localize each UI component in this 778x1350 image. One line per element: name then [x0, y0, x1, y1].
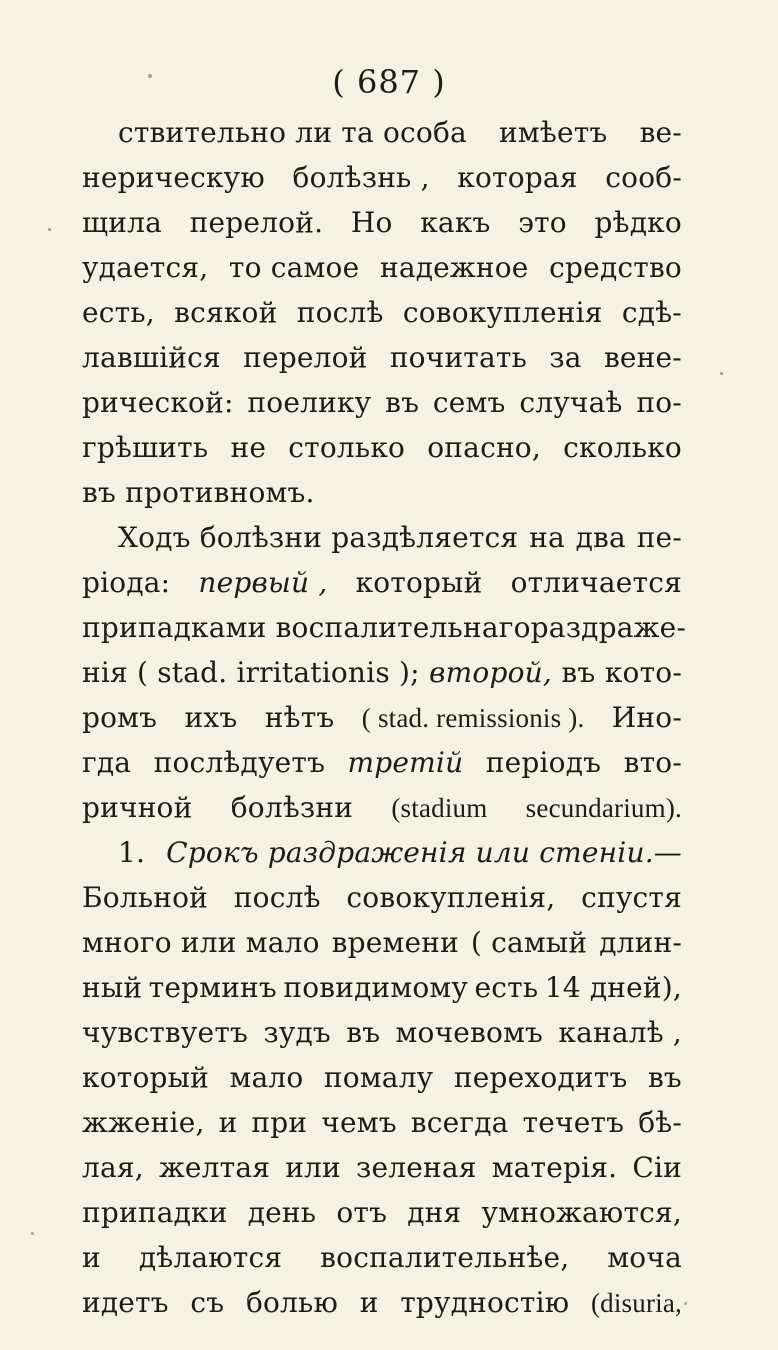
- word: болѣзнь ,: [292, 161, 430, 194]
- word: болью: [245, 1286, 339, 1319]
- word: гда: [82, 746, 132, 779]
- word: (disuria,: [590, 1288, 682, 1318]
- word: терминъ: [148, 971, 277, 1004]
- word: грѣшить: [82, 431, 209, 464]
- word: дѣлаются: [138, 1241, 283, 1274]
- word: по-: [636, 386, 682, 419]
- word: лавшійся: [82, 341, 221, 374]
- word: есть,: [82, 296, 155, 329]
- word: secundarium).: [525, 793, 682, 823]
- word: и: [218, 1106, 238, 1139]
- word: въ: [647, 1061, 682, 1094]
- word: при: [251, 1106, 308, 1139]
- word: Ино-: [611, 701, 682, 734]
- print-speck: [684, 1302, 687, 1305]
- word: повидимому: [283, 971, 469, 1004]
- word: совокупленія,: [346, 881, 556, 914]
- text-line: [82, 740, 682, 785]
- word: чувствуетъ: [82, 1016, 249, 1049]
- word: 1.: [118, 836, 146, 869]
- word: ствительно ли та особа: [118, 116, 467, 149]
- word: кото-: [604, 656, 682, 689]
- word: средство: [549, 251, 682, 284]
- word: есть: [474, 971, 539, 1004]
- text-line: [82, 470, 682, 515]
- word: мочевомъ: [395, 1016, 544, 1049]
- word: и: [82, 1241, 101, 1274]
- word: жженіе,: [82, 1106, 205, 1139]
- paragraph: [82, 110, 682, 515]
- word: нія ( stad. irritationis );: [82, 656, 420, 689]
- text-line: [82, 650, 682, 695]
- word: ромъ: [82, 701, 158, 734]
- word: вене-: [603, 341, 682, 374]
- word: ріода:: [82, 566, 171, 599]
- word: времени: [331, 926, 459, 959]
- text-line: [82, 290, 682, 335]
- word: Ходъ болѣзни раздѣляется: [118, 521, 519, 554]
- word: на: [529, 521, 565, 554]
- word: нѣтъ: [264, 701, 335, 734]
- word: который: [82, 1061, 209, 1094]
- text-line: [82, 1280, 682, 1325]
- page-number: ( 687 ): [332, 63, 446, 101]
- word: отличается: [510, 566, 682, 599]
- word: матерія.: [491, 1151, 618, 1184]
- word: раздраже-: [530, 611, 687, 644]
- italic-term: второй,: [429, 656, 552, 689]
- word: надежное: [379, 251, 529, 284]
- word: течетъ: [522, 1106, 625, 1139]
- word: (stadium: [391, 793, 488, 823]
- text-line: [82, 875, 682, 920]
- text-line: [82, 155, 682, 200]
- word: 14 дней),: [544, 971, 682, 1004]
- italic-term: Срокъ раздраженія или стеніи.—: [166, 836, 682, 869]
- word: почитать: [389, 341, 528, 374]
- word: вто-: [623, 746, 682, 779]
- word: опасно,: [427, 431, 541, 464]
- word: ( самый: [470, 926, 588, 959]
- word: два: [575, 521, 626, 554]
- word: моча: [607, 1241, 682, 1274]
- word: поелику: [247, 386, 372, 419]
- word: Сіи: [632, 1151, 682, 1184]
- word: отъ: [336, 1196, 388, 1229]
- word: сдѣ-: [621, 296, 682, 329]
- word: зеленая: [355, 1151, 477, 1184]
- word: съ: [190, 1286, 225, 1319]
- text-line: [82, 425, 682, 470]
- word: за: [549, 341, 582, 374]
- word: день: [247, 1196, 317, 1229]
- word: желтая: [158, 1151, 271, 1184]
- text-line: [82, 1010, 682, 1055]
- text-body: [82, 110, 687, 1325]
- word: бѣ-: [638, 1106, 682, 1139]
- word: и: [359, 1286, 379, 1319]
- word: въ: [561, 656, 596, 689]
- word: въ противномъ.: [82, 476, 315, 509]
- word: припадками воспалительнаго: [82, 611, 531, 644]
- word: ричной: [82, 791, 193, 824]
- text-line: [82, 200, 682, 245]
- text-line: [82, 785, 682, 830]
- word: всегда: [410, 1106, 509, 1139]
- word: дня: [407, 1196, 462, 1229]
- word: періодъ: [485, 746, 602, 779]
- text-line: [82, 830, 682, 875]
- word: сколько: [563, 431, 682, 464]
- print-speck: [48, 228, 51, 231]
- text-line: [82, 965, 682, 1010]
- word: совокупленія: [402, 296, 603, 329]
- text-line: [82, 1055, 682, 1100]
- word: Больной: [82, 881, 209, 914]
- text-line: [82, 560, 682, 605]
- word: длин-: [599, 926, 682, 959]
- text-line: [82, 920, 682, 965]
- word: Но: [350, 206, 393, 239]
- text-line: [82, 515, 682, 560]
- word: перелой: [243, 341, 368, 374]
- text-line: [82, 1235, 682, 1280]
- paragraph: [82, 515, 687, 830]
- word: припадки: [82, 1196, 228, 1229]
- word: чемъ: [321, 1106, 397, 1139]
- word: семъ: [432, 386, 506, 419]
- word: всякой: [174, 296, 278, 329]
- word: въ: [385, 386, 420, 419]
- word: ихъ: [184, 701, 238, 734]
- paragraph: [82, 830, 682, 1325]
- word: это: [518, 206, 567, 239]
- text-line: [82, 1190, 682, 1235]
- word: или: [285, 1151, 341, 1184]
- print-speck: [31, 1232, 34, 1235]
- word: въ: [346, 1016, 381, 1049]
- italic-term: третій: [347, 746, 464, 779]
- word: щила: [82, 206, 162, 239]
- word: перелой.: [189, 206, 324, 239]
- word: спустя: [581, 881, 682, 914]
- word: мало: [229, 1061, 304, 1094]
- word: переходитъ: [453, 1061, 628, 1094]
- word: удается,: [82, 251, 209, 284]
- word: помалу: [323, 1061, 434, 1094]
- word: много или мало: [82, 926, 320, 959]
- word: рической:: [82, 386, 234, 419]
- word: который: [355, 566, 483, 599]
- word: ( stad. remissionis ).: [361, 703, 585, 733]
- word: имѣетъ: [499, 116, 608, 149]
- print-speck: [720, 372, 723, 375]
- word: зудъ: [263, 1016, 331, 1049]
- word: ве-: [639, 116, 682, 149]
- word: столько: [288, 431, 406, 464]
- word: болѣзни: [230, 791, 354, 824]
- text-line: [82, 695, 682, 740]
- word: ный: [82, 971, 143, 1004]
- text-line: [82, 110, 682, 155]
- word: умножаются,: [481, 1196, 682, 1229]
- word: которая: [457, 161, 578, 194]
- text-line: [82, 380, 682, 425]
- word: нерическую: [82, 161, 265, 194]
- text-line: [82, 1100, 682, 1145]
- word: пе-: [636, 521, 682, 554]
- word: воспалительнѣе,: [320, 1241, 570, 1274]
- word: не: [230, 431, 267, 464]
- word: каналѣ ,: [558, 1016, 682, 1049]
- word: послѣ: [296, 296, 384, 329]
- word: трудностію: [400, 1286, 570, 1319]
- word: случаѣ: [519, 386, 623, 419]
- word: идетъ: [82, 1286, 169, 1319]
- word: то самое: [228, 251, 360, 284]
- word: лая,: [82, 1151, 144, 1184]
- word: сооб-: [605, 161, 682, 194]
- print-speck: [148, 74, 152, 78]
- text-line: [82, 335, 682, 380]
- word: какъ: [420, 206, 491, 239]
- text-line: [82, 1145, 682, 1190]
- word: рѣдко: [594, 206, 682, 239]
- word: послѣ: [233, 881, 321, 914]
- italic-term: первый ,: [198, 566, 328, 599]
- text-line: [82, 245, 682, 290]
- text-line: [82, 605, 687, 650]
- word: послѣдуетъ: [153, 746, 326, 779]
